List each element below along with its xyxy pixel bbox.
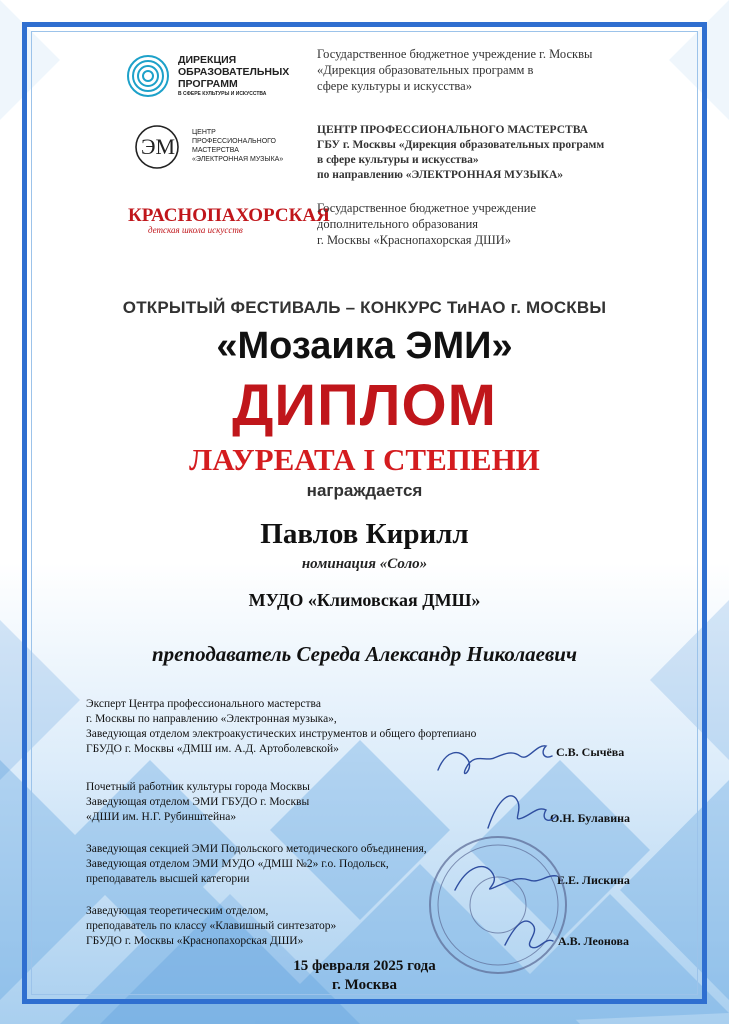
signatory-1-title: Эксперт Центра профессионального мастерства г. Москвы по направлению «Электронная музыка», Заведующая отделом электроакустических инструментов и общего фортепиано ГБУДО г. Москвы «ДМШ им. А.Д. Артоболевской» (86, 698, 477, 755)
issue-city: г. Москва (332, 977, 397, 993)
directorate-org-text: Государственное бюджетное учреждение г. Москвы «Дирекция образовательных программ в сфере культуры и искусства» (317, 47, 593, 93)
school-name: МУДО «Климовская ДМШ» (248, 590, 481, 610)
issue-date: 15 февраля 2025 года (293, 958, 436, 974)
electronic-music-org-text: ЦЕНТР ПРОФЕССИОНАЛЬНОГО МАСТЕРСТВА ГБУ г. Москвы «Дирекция образовательных программ в сфере культуры и искусства» по направлению «ЭЛЕКТРОННАЯ МУЗЫКА» (317, 124, 605, 181)
awarded-label: награждается (306, 481, 423, 500)
signature-1 (438, 746, 552, 774)
signatory-3-title: Заведующая секцией ЭМИ Подольского методического объединения, Заведующая отделом ЭМИ МУДО «ДМШ №2» г.о. Подольск, преподаватель высшей категории (86, 843, 427, 885)
signature-2 (488, 796, 556, 828)
official-stamp (430, 837, 566, 973)
signatory-4-title: Заведующая теоретическим отделом, преподаватель по классу «Клавишный синтезатор» ГБУДО г. Москвы «Краснопахорская ДШИ» (86, 905, 337, 947)
directorate-logo-subtext: В СФЕРЕ КУЛЬТУРЫ И ИСКУССТВА (178, 91, 267, 97)
signatory-1-name: С.В. Сычёва (556, 745, 625, 759)
festival-name: «Мозаика ЭМИ» (216, 325, 513, 367)
signatory-2-name: О.Н. Булавина (550, 811, 631, 825)
directorate-logo-text: ДИРЕКЦИЯ ОБРАЗОВАТЕЛЬНЫХ ПРОГРАММ (178, 54, 290, 90)
electronic-music-logo-text: ЦЕНТР ПРОФЕССИОНАЛЬНОГО МАСТЕРСТВА «ЭЛЕКТРОННАЯ МУЗЫКА» (192, 129, 284, 163)
recipient-name: Павлов Кирилл (260, 518, 469, 550)
nomination: номинация «Соло» (301, 556, 428, 572)
krasnopakhorskaya-logo-text: КРАСНОПАХОРСКАЯ (128, 205, 330, 226)
krasnopakhorskaya-logo-subtext: детская школа искусств (148, 225, 243, 235)
signatory-4-name: А.В. Леонова (558, 934, 629, 948)
signature-4 (505, 921, 553, 948)
signatory-2-title: Почетный работник культуры города Москвы Заведующая отделом ЭМИ ГБУДО г. Москвы «ДШИ им. Н.Г. Рубинштейна» (86, 781, 310, 823)
krasnopakhorskaya-org-text: Государственное бюджетное учреждение дополнительного образования г. Москвы «Краснопахорская ДШИ» (317, 201, 537, 247)
teacher-name: преподаватель Середа Александр Николаевич (151, 642, 578, 666)
festival-title: ОТКРЫТЫЙ ФЕСТИВАЛЬ – КОНКУРС ТиНАО г. МОСКВЫ (122, 298, 607, 317)
electronic-music-logo-mark: ЭМ (141, 134, 176, 159)
laureate-degree: ЛАУРЕАТА I СТЕПЕНИ (189, 442, 540, 477)
signatory-3-name: Е.Е. Лискина (557, 873, 630, 887)
diploma-heading: ДИПЛОМ (232, 373, 497, 438)
